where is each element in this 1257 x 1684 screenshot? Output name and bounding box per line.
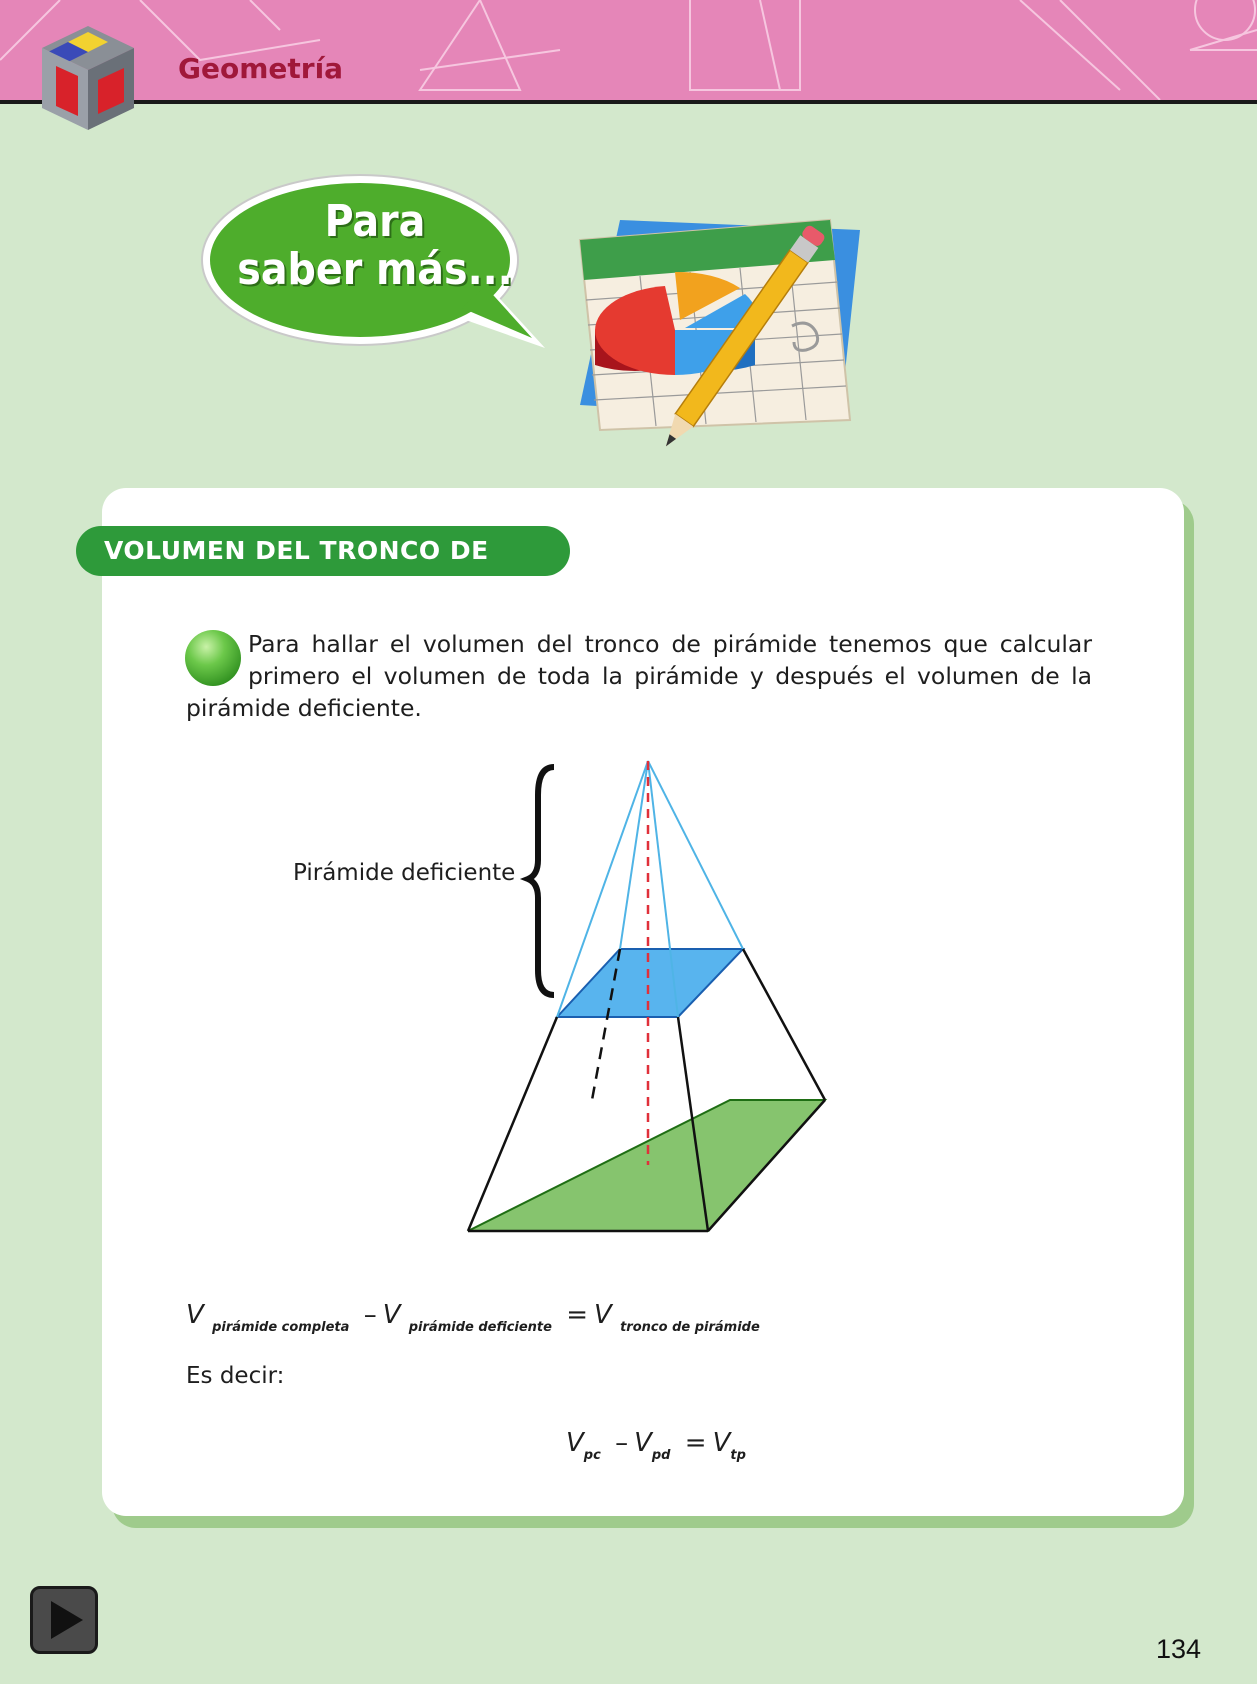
formula1-v1: V <box>186 1300 204 1330</box>
page-header <box>0 0 1257 104</box>
bubble-text <box>210 198 540 294</box>
frustum-top-face <box>557 949 743 1017</box>
es-decir-text: Es decir: <box>186 1363 285 1389</box>
formula2-minus: – <box>615 1428 629 1458</box>
play-button[interactable] <box>30 1586 98 1654</box>
formula1-sub2: pirámide deficiente <box>408 1320 552 1335</box>
formula2-equals: = <box>684 1428 707 1458</box>
section-title: VOLUMEN DEL TRONCO DE PIRÁMIDE <box>76 526 570 576</box>
formula2-sub1: pc <box>583 1448 601 1463</box>
frustum-pyramid-diagram <box>280 755 840 1255</box>
formula1-minus: – <box>363 1300 377 1330</box>
curly-brace-icon <box>528 767 554 995</box>
formula2-sub3: tp <box>730 1448 746 1463</box>
intro-paragraph: Para hallar el volumen del tronco de pirámide tenemos que calcular primero el volumen de toda la pirámide y después el volumen de la pirámide deficiente. <box>186 630 1092 722</box>
formula1-equals: = <box>566 1300 589 1330</box>
cube-logo-icon <box>38 26 138 132</box>
play-icon <box>33 1589 95 1651</box>
page-number: 134 <box>1156 1634 1202 1664</box>
formula1-v2: V <box>382 1300 401 1330</box>
formula1-sub3: tronco de pirámide <box>620 1320 760 1335</box>
formula2-v3: V <box>712 1428 731 1458</box>
formula2-v1: V <box>566 1428 584 1458</box>
formula1-sub1: pirámide completa <box>212 1320 350 1335</box>
formula1-v3: V <box>594 1300 612 1330</box>
formula-short <box>566 1428 746 1463</box>
pyramid-base <box>468 1100 825 1231</box>
geometry-decoration <box>0 0 1257 100</box>
bubble-line-1: Para <box>324 196 426 247</box>
formula2-sub2: pd <box>651 1448 671 1463</box>
formula2-v2: V <box>634 1428 652 1458</box>
bubble-line-2: saber más... <box>237 244 513 295</box>
deficient-pyramid-label: Pirámide deficiente <box>293 860 516 886</box>
pie-chart-pencil-icon <box>560 190 880 470</box>
header-title: Geometría <box>178 52 344 85</box>
formula-full <box>186 1300 760 1335</box>
